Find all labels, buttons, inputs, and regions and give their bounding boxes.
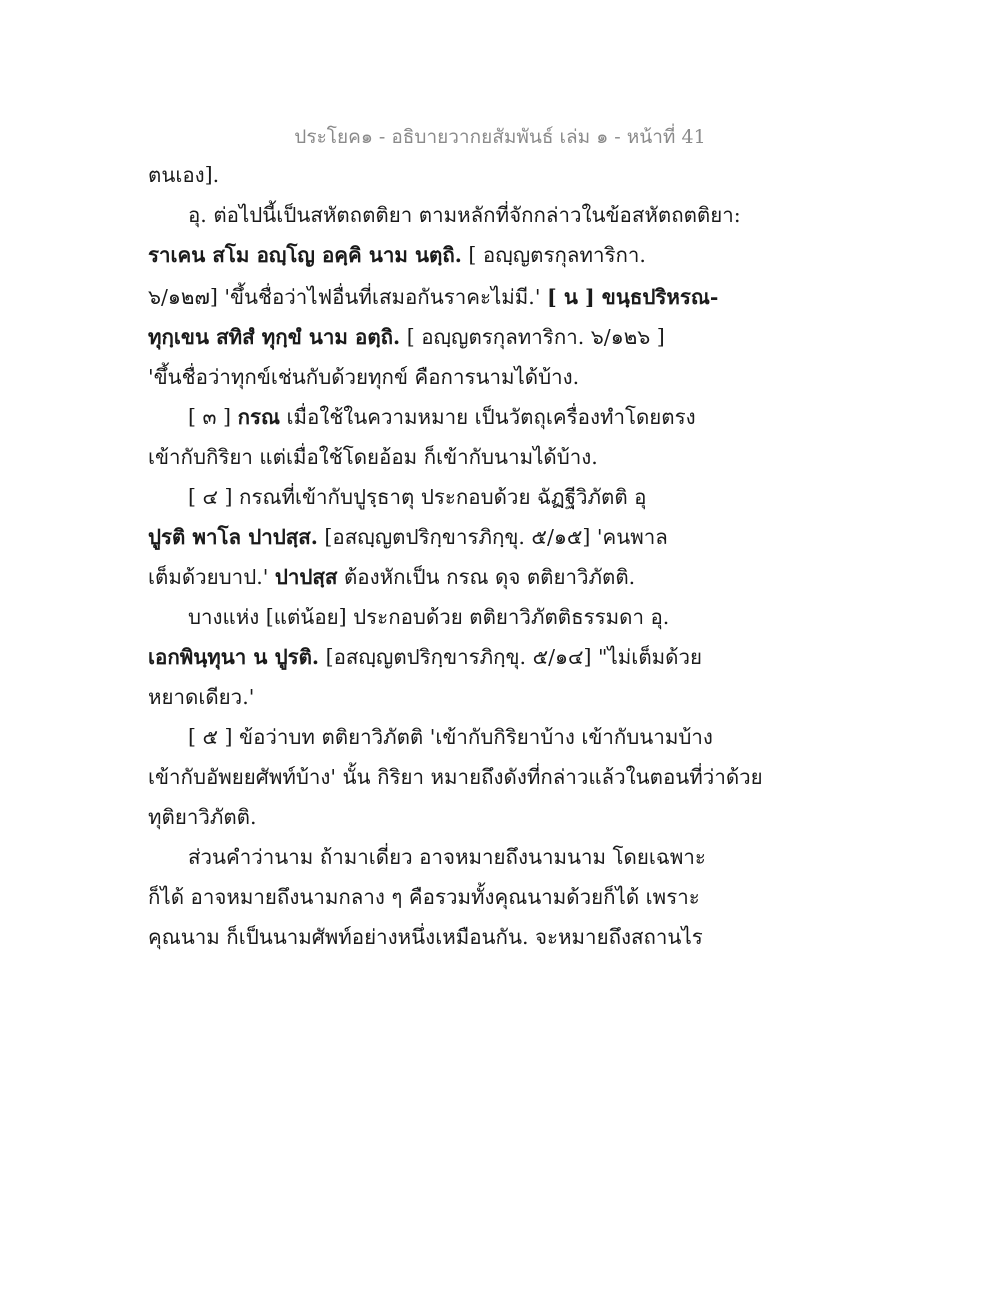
text-span: เต็มด้วยบาป.' (148, 565, 275, 589)
text-line: ทุติยาวิภัตติ. (148, 805, 257, 829)
text-line: บางแห่ง [แต่น้อย] ประกอบด้วย ตติยาวิภัตติธรรมดา อุ. (188, 605, 670, 629)
pali-quote: ทุกฺเขน สทิสํ ทุกฺขํ นาม อตฺถิ. (148, 325, 401, 349)
pali-quote: ปูรติ พาโล ปาปสฺส. (148, 525, 318, 549)
text-line: [ ๕ ] ข้อว่าบท ตติยาวิภัตติ 'เข้ากับกิริยาบ้าง เข้ากับนามบ้าง (188, 725, 713, 749)
text-line: คุณนาม ก็เป็นนามศัพท์อย่างหนึ่งเหมือนกัน. จะหมายถึงสถานไร (148, 925, 703, 949)
text-line: หยาดเดียว.' (148, 685, 255, 709)
section-number: [ ๓ ] (188, 405, 238, 429)
text-line: เข้ากับอัพยยศัพท์บ้าง' นั้น กิริยา หมายถึงดังที่กล่าวแล้วในตอนที่ว่าด้วย (148, 765, 763, 789)
pali-quote: เอกพินฺทุนา น ปูรติ. (148, 645, 320, 669)
reference: [อสญฺญตปริกฺขารภิกฺขุ. ๕/๑๔] "ไม่เต็มด้วย (319, 645, 702, 669)
text-line (148, 322, 665, 352)
text-line: ส่วนคำว่านาม ถ้ามาเดี่ยว อาจหมายถึงนามนาม โดยเฉพาะ (188, 845, 706, 869)
text-line (188, 402, 696, 432)
reference: [ อญฺญตรกุลทาริกา. (461, 243, 646, 267)
text-span: ต้องหักเป็น กรณ ดุจ ตติยาวิภัตติ. (337, 565, 636, 589)
reference: [ อญฺญตรกุลทาริกา. ๖/๑๒๖ ] (400, 325, 665, 349)
text-line: ก็ได้ อาจหมายถึงนามกลาง ๆ คือรวมทั้งคุณนามด้วยก็ได้ เพราะ (148, 885, 700, 909)
text-line: อุ. ต่อไปนี้เป็นสหัตถตติยา ตามหลักที่จักกล่าวในข้อสหัตถตติยา: (188, 203, 741, 227)
term: ปาปสฺส (274, 565, 338, 589)
term: กรณ (237, 405, 281, 429)
text-line: 'ขึ้นชื่อว่าทุกข์เช่นกับด้วยทุกข์ คือการนามได้บ้าง. (148, 365, 580, 389)
reference: [อสญฺญตปริกฺขารภิกฺขุ. ๕/๑๕] 'คนพาล (317, 525, 668, 549)
pali-quote: ราเคน สโม อญฺโญ อคฺคิ นาม นตฺถิ. (148, 243, 462, 267)
text-line (148, 240, 646, 270)
text-line: [ ๔ ] กรณที่เข้ากับปูรฺธาตุ ประกอบด้วย ฉัฏฐีวิภัตติ อุ (188, 485, 647, 509)
text-line (148, 642, 702, 672)
text-line: เข้ากับกิริยา แต่เมื่อใช้โดยอ้อม ก็เข้ากับนามได้บ้าง. (148, 445, 598, 469)
pali-quote: [ น ] ขนฺธปริหรณ- (546, 285, 719, 309)
text-line (148, 562, 635, 592)
text-line (148, 522, 668, 552)
text-line: ตนเอง]. (148, 163, 220, 187)
text-line (148, 282, 718, 312)
page-header: ประโยค๑ - อธิบายวากยสัมพันธ์ เล่ม ๑ - หน้าที่ 41 (294, 126, 706, 148)
translation: ๖/๑๒๗] 'ขึ้นชื่อว่าไฟอื่นที่เสมอกันราคะไม่มี.' (148, 285, 547, 309)
text-span: เมื่อใช้ในความหมาย เป็นวัตถุเครื่องทำโดยตรง (280, 405, 696, 429)
